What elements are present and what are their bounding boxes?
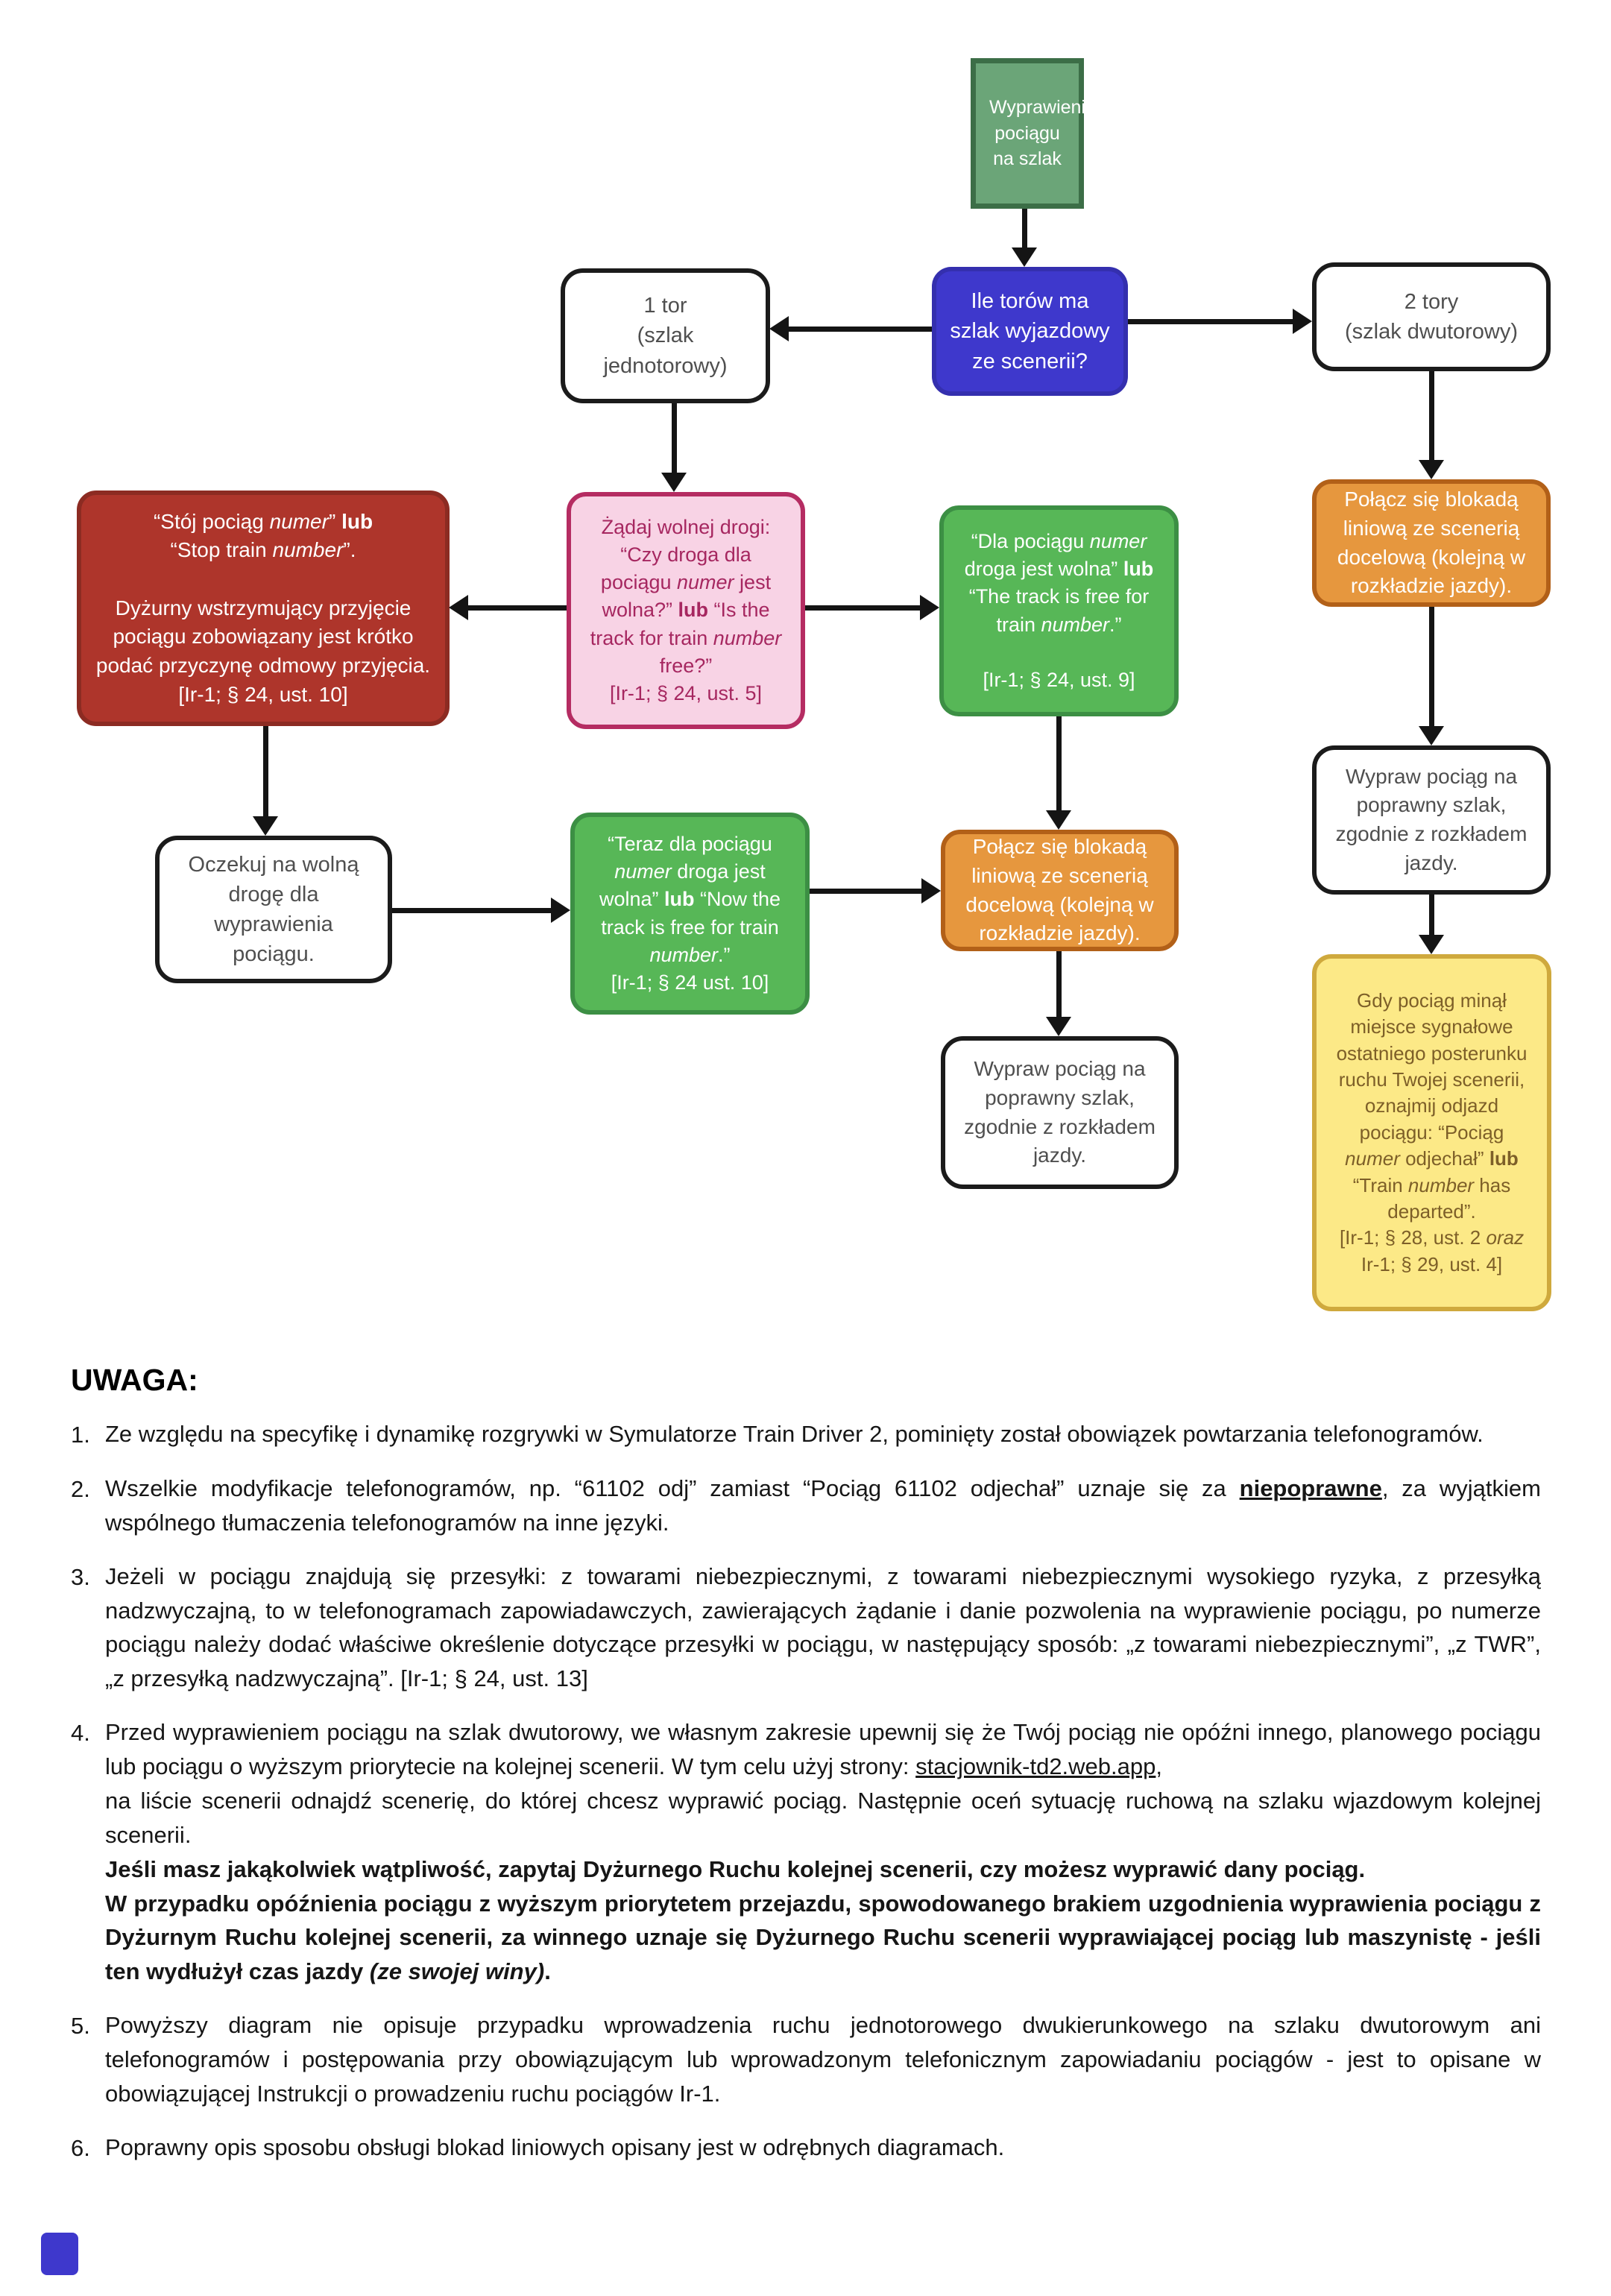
text-run: “Train — [1352, 1173, 1408, 1196]
text-run: free?” — [659, 654, 713, 677]
text-run: Poprawny opis sposobu obsługi blokad liniowych opisany jest w odrębnych diagramach. — [105, 2133, 1005, 2160]
note-text — [105, 2008, 1541, 2111]
text-run: lub — [341, 509, 373, 533]
text-run: Przed wyprawieniem pociągu na szlak dwutorowy, we własnym zakresie upewnij się że Twój pociąg nie opóźni innego, planowego pociągu lub pociągu o wyższym priorytecie na kolejnej scenerii. W tym celu użyj strony: — [105, 1719, 1541, 1779]
node-two-tracks — [1312, 262, 1551, 371]
text-run: Wszelkie modyfikacje telefonogramów, np. “61102 odj” zamiast “Pociąg 61102 odjechał” uznaje się za — [105, 1475, 1240, 1501]
text-run: numer — [1345, 1147, 1400, 1170]
node-connect-block-mid-label: Połącz się blokadą liniową ze scenerią docelową (kolejną w rozkładzie jazdy). — [965, 835, 1154, 945]
text-run: .” — [1109, 613, 1122, 636]
node-now-track-free — [570, 813, 810, 1015]
node-stop-train-label — [95, 508, 432, 709]
node-track-free-label — [957, 528, 1161, 695]
node-dispatch-right — [1312, 745, 1551, 895]
text-run: Ze względu na specyfikę i dynamikę rozgrywki w Symulatorze Train Driver 2, pominięty został obowiązek powtarzania telefonogramów. — [105, 1421, 1484, 1447]
text-run: Jeśli masz jakąkolwiek wątpliwość, zapytaj Dyżurnego Ruchu kolejnej scenerii, czy możesz wyprawić dany pociąg. — [105, 1855, 1366, 1882]
node-dispatch-mid-label: Wypraw pociąg na poprawny szlak, zgodnie z rozkładem jazdy. — [964, 1057, 1156, 1167]
note-item-4 — [71, 1715, 1541, 1989]
node-request-free-track-label — [584, 514, 787, 708]
node-now-track-free-label — [588, 830, 792, 997]
text-run: Ir-1; § 29, ust. 4] — [1361, 1252, 1503, 1275]
text-run: Powyższy diagram nie opisuje przypadku wprowadzenia ruchu jednotorowego dwukierunkowego na szlaku dwutorowym ani telefonogramów i postępowania przy obowiązującym lub wprowadzonym telefonicznym zapowiadaniu pociągów - jest to opisane w obowiązującej Instrukcji o prowadzeniu ruchu pociągów Ir-1. — [105, 2012, 1541, 2107]
node-decision-track-count — [932, 267, 1128, 396]
note-item-2 — [71, 1472, 1541, 1540]
text-run: “Stój pociąg — [153, 509, 270, 533]
stacjownik-link[interactable]: stacjownik-td2.web.app — [915, 1753, 1156, 1779]
notes-heading: UWAGA: — [71, 1363, 198, 1397]
text-run: “Czy droga dla pociągu — [600, 543, 751, 594]
text-run: number — [713, 626, 782, 649]
text-run: ”. — [343, 538, 356, 562]
note-item-1 — [71, 1417, 1541, 1452]
text-run: ” — [328, 509, 342, 533]
note-number: 6. — [71, 2134, 90, 2161]
text-run: number — [1407, 1173, 1475, 1196]
note-number: 5. — [71, 2013, 90, 2040]
text-run: .” — [718, 943, 731, 966]
text-run: “Stop train — [170, 538, 273, 562]
node-connect-block-right — [1312, 479, 1551, 607]
text-run: lub — [1123, 558, 1154, 580]
node-one-track — [561, 268, 770, 403]
text-run: , za wyjątkiem wspólnego tłumaczenia telefonogramów na inne języki. — [105, 1475, 1541, 1536]
note-text — [105, 1715, 1541, 1989]
note-text — [105, 1559, 1541, 1697]
text-run: odjechał” — [1399, 1147, 1489, 1170]
note-item-5 — [71, 2008, 1541, 2111]
text-run: number — [649, 943, 719, 966]
node-start — [971, 58, 1096, 209]
text-run: [Ir-1; § 24, ust. 10] — [178, 682, 348, 706]
node-start-label: Wyprawienie pociągu na szlak — [989, 97, 1096, 170]
note-number: 4. — [71, 1720, 90, 1747]
text-run: droga jest wolna” — [599, 860, 766, 911]
node-wait-free-track-label: Oczekuj na wolną drogę dla wyprawienia pociągu. — [188, 852, 359, 967]
notes-section — [71, 1363, 1541, 2166]
node-one-track-label: 1 tor (szlak jednotorowy) — [603, 294, 728, 378]
text-run: “Is the track for train — [590, 599, 770, 649]
note-text — [105, 1472, 1541, 1540]
text-run: Gdy pociąg minął miejsce sygnałowe ostatniego posterunku ruchu Twojej scenerii, oznajmij odjazd pociągu: “Pociąg — [1336, 989, 1528, 1144]
text-run: droga jest wolna” — [964, 558, 1123, 580]
note-number: 3. — [71, 1563, 90, 1590]
text-run: number — [1041, 613, 1110, 636]
text-run: niepoprawne — [1239, 1475, 1382, 1501]
text-run: oraz — [1486, 1226, 1525, 1249]
text-run: number — [272, 538, 344, 562]
text-run: jest wolna?” — [602, 571, 772, 622]
text-run: [Ir-1; § 24, ust. 9] — [983, 669, 1135, 691]
text-run: W przypadku opóźnienia pociągu z wyższym priorytetem przejazdu, spowodowanego brakiem uzgodnienia wyprawienia pociągu z Dyżurnym Ruchu kolejnej scenerii, za winnego uznaje się Dyżurnego Ruchu scenerii wyprawiającej pociąg lub maszynistę - jeśli ten wydłużył czas jazdy — [105, 1890, 1541, 1985]
note-number: 2. — [71, 1475, 90, 1502]
text-run: “Dla pociągu — [971, 529, 1090, 552]
note-text — [105, 2131, 1541, 2166]
text-run: numer — [614, 860, 672, 883]
text-run: , — [1156, 1753, 1162, 1779]
text-run: “Now the track is free for train — [601, 888, 781, 939]
node-connect-block-mid — [941, 830, 1179, 951]
node-connect-block-right-label: Połącz się blokadą liniową ze scenerią docelową (kolejną w rozkładzie jazdy). — [1337, 488, 1526, 598]
note-item-3 — [71, 1559, 1541, 1697]
text-run: Żądaj wolnej drogi: — [601, 515, 771, 538]
text-run: numer — [677, 571, 734, 594]
text-run: “Teraz dla pociągu — [608, 832, 772, 855]
text-run: . — [544, 1958, 551, 1985]
text-run: has departed”. — [1387, 1173, 1511, 1223]
text-run: “The track is free for train — [968, 585, 1150, 636]
node-request-free-track — [567, 492, 805, 729]
node-stop-train — [77, 491, 450, 726]
text-run: Jeżeli w pociągu znajdują się przesyłki: z towarami niebezpiecznymi, z towarami niebezpiecznymi wysokiego ryzyka, z przesyłką nadzwyczajną, to w telefonogramach zapowiadawczych, zawierających żądanie i danie pozwolenia na wyprawienie pociągu, po numerze pociągu należy dodać właściwe określenie dotyczące przesyłki w pociągu, w następujący sposób: „z towarami niebezpiecznymi”, „z TWR”, „z przesyłką nadzwyczajną”. [Ir-1; § 24, ust. 13] — [105, 1562, 1541, 1692]
text-run: [Ir-1; § 24 ust. 10] — [611, 971, 769, 994]
node-two-tracks-label: 2 tory (szlak dwutorowy) — [1344, 289, 1519, 344]
note-number: 1. — [71, 1422, 90, 1448]
note-text — [105, 1417, 1541, 1452]
text-run: numer — [1089, 529, 1147, 552]
node-announce-departure-label — [1330, 988, 1533, 1278]
note-item-6 — [71, 2131, 1541, 2166]
node-dispatch-mid — [941, 1036, 1179, 1189]
text-run: [Ir-1; § 24, ust. 5] — [609, 682, 763, 705]
text-run: Dyżurny wstrzymujący przyjęcie pociągu zobowiązany jest krótko podać przyczynę odmowy przyjęcia. — [95, 596, 431, 677]
text-run: lub — [1489, 1147, 1519, 1170]
text-run: lub — [664, 888, 695, 911]
text-run: [Ir-1; § 28, ust. 2 — [1339, 1226, 1487, 1249]
node-wait-free-track — [155, 836, 392, 983]
text-run: lub — [678, 599, 709, 622]
text-run: na liście scenerii odnajdź scenerię, do której chcesz wyprawić pociąg. Następnie oceń sytuację ruchową na szlaku wjazdowym kolejnej scenerii. — [105, 1787, 1541, 1848]
node-announce-departure — [1312, 954, 1551, 1311]
page-corner-mark — [41, 2233, 78, 2275]
text-run: numer — [269, 509, 329, 533]
node-track-free — [939, 505, 1179, 716]
node-decision-label: Ile torów ma szlak wyjazdowy ze scenerii? — [950, 289, 1110, 373]
text-run: (ze swojej winy) — [369, 1958, 545, 1985]
node-dispatch-right-label: Wypraw pociąg na poprawny szlak, zgodnie z rozkładem jazdy. — [1335, 764, 1528, 874]
